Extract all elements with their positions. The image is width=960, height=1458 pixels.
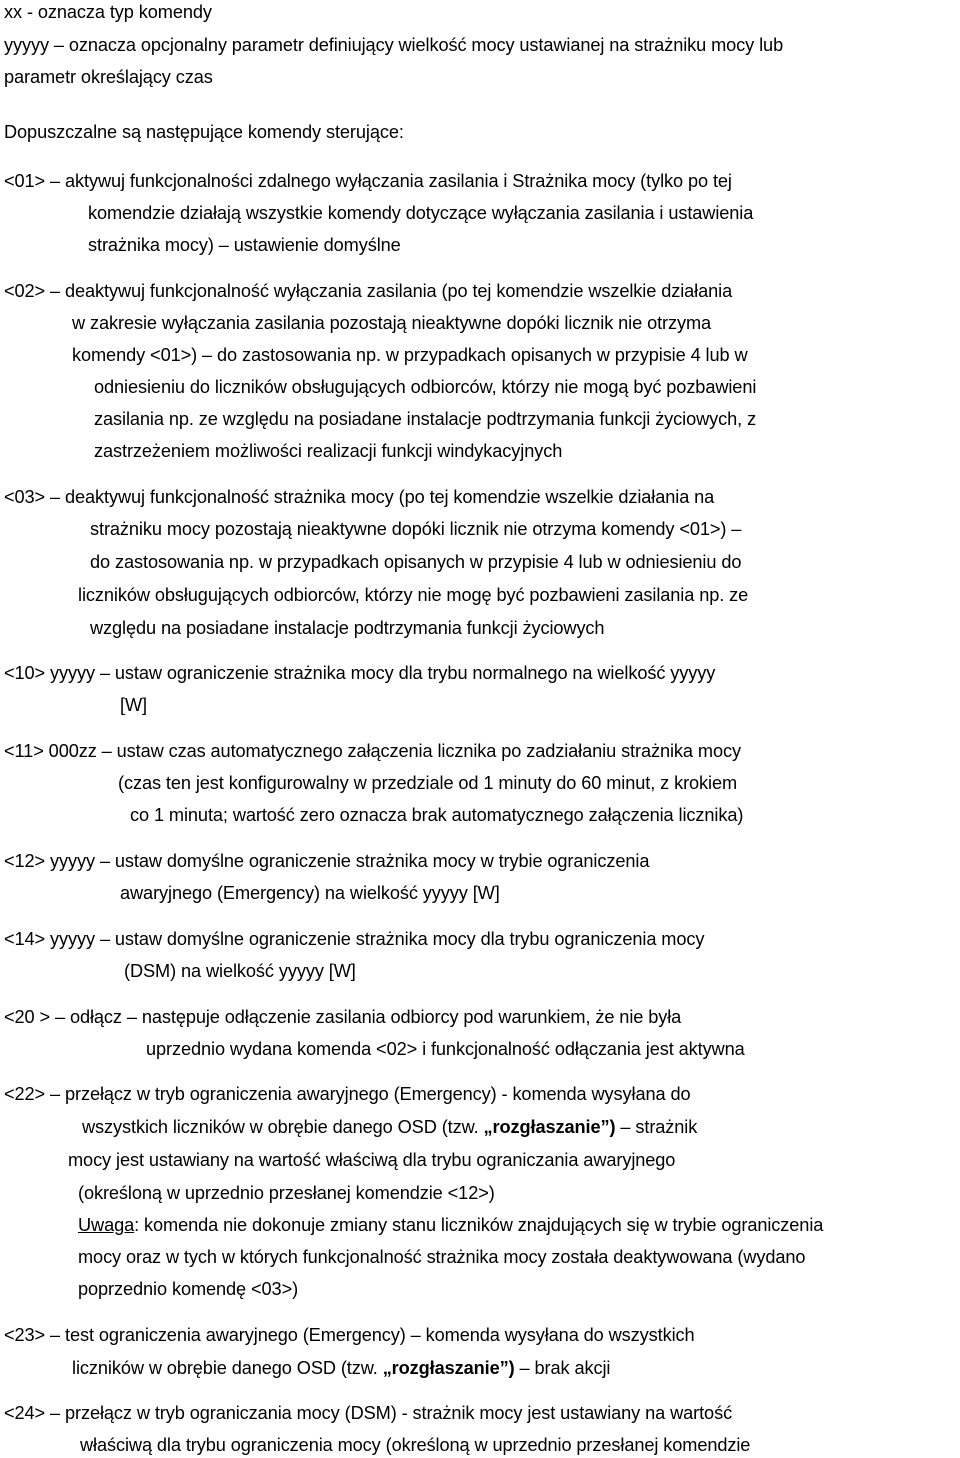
cmd01-line-1: <01> – aktywuj funkcjonalności zdalnego wyłączania zasilania i Strażnika mocy (tylko po tej (4, 171, 732, 191)
cmd12-line-2: awaryjnego (Emergency) na wielkość yyyyy [W] (120, 883, 500, 903)
cmd14-line-1: <14> yyyyy – ustaw domyślne ograniczenie strażnika mocy dla trybu ograniczenia mocy (4, 929, 705, 949)
cmd23-line-2-text: liczników w obrębie danego OSD (tzw. (72, 1358, 383, 1378)
cmd24-line-2: właściwą dla trybu ograniczenia mocy (określoną w uprzednio przesłanej komendzie (80, 1435, 751, 1455)
cmd22-note-line-1 (78, 1213, 823, 1237)
cmd03-line-1: <03> – deaktywuj funkcjonalność strażnika mocy (po tej komendzie wszelkie działania na (4, 487, 715, 507)
cmd22-line-2-text: wszystkich liczników w obrębie danego OSD (tzw. (82, 1117, 484, 1137)
cmd20-line-1: <20 > – odłącz – następuje odłączenie zasilania odbiorcy pod warunkiem, że nie była (4, 1007, 682, 1027)
cmd02-line-4: odniesieniu do liczników obsługujących odbiorców, którzy nie mogą być pozbawieni (94, 377, 757, 397)
cmd24-line-1: <24> – przełącz w tryb ograniczania mocy (DSM) - strażnik mocy jest ustawiany na wartość (4, 1403, 733, 1423)
cmd02-line-3: komendy <01>) – do zastosowania np. w przypadkach opisanych w przypisie 4 lub w (72, 345, 748, 365)
cmd11-line-1: <11> 000zz – ustaw czas automatycznego załączenia licznika po zadziałaniu strażnika mocy (4, 741, 741, 761)
cmd22-note-line-2: mocy oraz w tych w których funkcjonalność strażnika mocy została deaktywowana (wydano (78, 1247, 806, 1267)
cmd10-line-1: <10> yyyyy – ustaw ograniczenie strażnika mocy dla trybu normalnego na wielkość yyyyy (4, 663, 716, 683)
note-text: : komenda nie dokonuje zmiany stanu liczników znajdujących się w trybie ograniczenia (134, 1215, 824, 1235)
note-label: Uwaga (78, 1215, 135, 1235)
cmd03-line-3: do zastosowania np. w przypadkach opisanych w przypisie 4 lub w odniesieniu do (90, 552, 742, 572)
cmd22-broadcast-term: „rozgłaszanie”) (483, 1117, 616, 1137)
cmd20-line-2: uprzednio wydana komenda <02> i funkcjonalność odłączania jest aktywna (146, 1039, 745, 1059)
cmd02-line-5: zasilania np. ze względu na posiadane instalacje podtrzymania funkcji życiowych, z (94, 409, 757, 429)
cmd03-line-2: strażniku mocy pozostają nieaktywne dopóki licznik nie otrzyma komendy <01>) – (90, 519, 742, 539)
cmd02-line-6: zastrzeżeniem możliwości realizacji funkcji windykacyjnych (94, 441, 563, 461)
cmd23-line-2-tail: – brak akcji (514, 1358, 611, 1378)
cmd11-line-3: co 1 minuta; wartość zero oznacza brak automatycznego załączenia licznika) (130, 805, 744, 825)
header-line-3: parametr określający czas (4, 67, 213, 87)
cmd22-line-2-tail: – strażnik (615, 1117, 698, 1137)
cmd23-line-2 (72, 1356, 610, 1380)
cmd22-line-2 (82, 1115, 697, 1139)
header-line-1: xx - oznacza typ komendy (4, 2, 212, 22)
cmd03-line-5: względu na posiadane instalacje podtrzymania funkcji życiowych (90, 618, 605, 638)
cmd22-line-3: mocy jest ustawiany na wartość właściwą dla trybu ograniczania awaryjnego (68, 1150, 676, 1170)
cmd14-line-2: (DSM) na wielkość yyyyy [W] (124, 961, 356, 981)
cmd02-line-2: w zakresie wyłączania zasilania pozostają nieaktywne dopóki licznik nie otrzyma (72, 313, 712, 333)
cmd10-line-2: [W] (120, 695, 147, 715)
cmd01-line-2: komendzie działają wszystkie komendy dotyczące wyłączania zasilania i ustawienia (88, 203, 754, 223)
cmd12-line-1: <12> yyyyy – ustaw domyślne ograniczenie strażnika mocy w trybie ograniczenia (4, 851, 650, 871)
header-line-2: yyyyy – oznacza opcjonalny parametr definiujący wielkość mocy ustawianej na strażniku mocy lub (4, 35, 784, 55)
cmd22-line-4: (określoną w uprzednio przesłanej komendzie <12>) (78, 1183, 495, 1203)
cmd23-line-1: <23> – test ograniczenia awaryjnego (Emergency) – komenda wysyłana do wszystkich (4, 1325, 695, 1345)
cmd03-line-4: liczników obsługujących odbiorców, którzy nie mogę być pozbawieni zasilania np. ze (78, 585, 749, 605)
cmd22-note-line-3: poprzednio komendę <03>) (78, 1279, 299, 1299)
intro-text: Dopuszczalne są następujące komendy sterujące: (4, 122, 404, 142)
cmd01-line-3: strażnika mocy) – ustawienie domyślne (88, 235, 401, 255)
cmd11-line-2: (czas ten jest konfigurowalny w przedziale od 1 minuty do 60 minut, z krokiem (118, 773, 738, 793)
cmd02-line-1: <02> – deaktywuj funkcjonalność wyłączania zasilania (po tej komendzie wszelkie działania (4, 281, 733, 301)
cmd22-line-1: <22> – przełącz w tryb ograniczenia awaryjnego (Emergency) - komenda wysyłana do (4, 1084, 691, 1104)
cmd23-broadcast-term: „rozgłaszanie”) (382, 1358, 515, 1378)
